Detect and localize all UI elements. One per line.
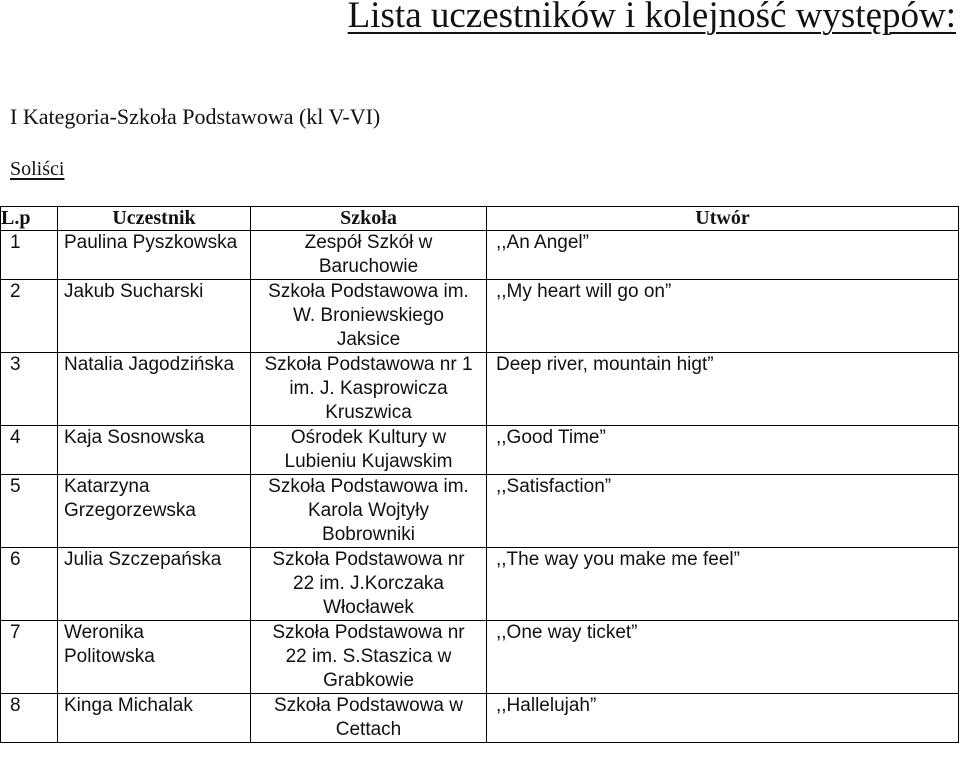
table-row [1, 694, 959, 743]
table-row [1, 353, 959, 426]
school-name-line: Szkoła Podstawowa nr [272, 549, 465, 570]
school-name-line: Szkoła Podstawowa nr [272, 622, 465, 643]
table-row [1, 231, 959, 280]
school-name-line: Szkoła Podstawowa im. [268, 281, 469, 302]
page-title: Lista uczestników i kolejność występów: [347, 0, 956, 36]
table-row [1, 280, 959, 353]
row-number: 7 [1, 621, 58, 694]
school-name-line: Zespół Szkół w [304, 232, 433, 253]
row-number: 3 [1, 353, 58, 426]
row-number: 6 [1, 548, 58, 621]
participant-name [58, 231, 251, 280]
piece-title: ,,Hallelujah” [487, 694, 959, 743]
school-name [251, 621, 487, 694]
table-body [1, 231, 959, 743]
school-name [251, 475, 487, 548]
piece-title: Deep river, mountain higt” [487, 353, 959, 426]
school-name-line: Grabkowie [323, 670, 414, 691]
participant-name-line: Weronika [64, 622, 144, 643]
school-name-line: Baruchowie [318, 256, 419, 277]
school-name-line: Cettach [335, 719, 402, 740]
school-name [251, 548, 487, 621]
school-name [251, 353, 487, 426]
school-name-line: Szkoła Podstawowa im. [268, 476, 469, 497]
category-heading: I Kategoria-Szkoła Podstawowa (kl V-VI) [10, 104, 381, 129]
row-number: 4 [1, 426, 58, 475]
piece-title: ,,Good Time” [487, 426, 959, 475]
school-name-line: Ośrodek Kultury w [290, 427, 447, 448]
table-row [1, 475, 959, 548]
school-name-line: Jaksice [336, 329, 401, 350]
header-participant: Uczestnik [58, 207, 251, 231]
participants-table [0, 206, 959, 743]
section-heading: Soliści [10, 158, 65, 180]
table-row [1, 426, 959, 475]
school-name-line: Włocławek [323, 597, 414, 618]
school-name-line: Karola Wojtyły [307, 500, 430, 521]
participant-name-line: Kinga Michalak [64, 695, 193, 716]
participant-name-line: Grzegorzewska [64, 500, 196, 521]
school-name-line: W. Broniewskiego [292, 305, 444, 326]
school-name [251, 231, 487, 280]
participant-name [58, 353, 251, 426]
participant-name [58, 426, 251, 475]
header-lp: L.p [1, 207, 58, 231]
school-name-line: 22 im. J.Korczaka [293, 573, 444, 594]
participant-name-line: Jakub Sucharski [64, 281, 204, 302]
row-number: 1 [1, 231, 58, 280]
piece-title: ,,An Angel” [487, 231, 959, 280]
table-header-row [1, 207, 959, 231]
participant-name [58, 475, 251, 548]
participant-name [58, 280, 251, 353]
school-name-line: im. J. Kasprowicza [289, 378, 448, 399]
row-number: 2 [1, 280, 58, 353]
participant-name-line: Politowska [64, 646, 155, 667]
participant-name [58, 621, 251, 694]
piece-title: ,,One way ticket” [487, 621, 959, 694]
piece-title: ,,My heart will go on” [487, 280, 959, 353]
header-piece: Utwór [487, 207, 959, 231]
school-name [251, 426, 487, 475]
participant-name-line: Kaja Sosnowska [64, 427, 205, 448]
school-name-line: Szkoła Podstawowa nr 1 [264, 354, 473, 375]
school-name-line: Szkoła Podstawowa w [273, 695, 464, 716]
participant-name [58, 694, 251, 743]
row-number: 5 [1, 475, 58, 548]
piece-title: ,,Satisfaction” [487, 475, 959, 548]
table-row [1, 548, 959, 621]
school-name-line: Lubieniu Kujawskim [284, 451, 453, 472]
school-name [251, 694, 487, 743]
participant-name-line: Julia Szczepańska [64, 549, 222, 570]
participant-name [58, 548, 251, 621]
piece-title: ,,The way you make me feel” [487, 548, 959, 621]
participant-name-line: Katarzyna [64, 476, 150, 497]
participant-name-line: Paulina Pyszkowska [64, 232, 238, 253]
row-number: 8 [1, 694, 58, 743]
participant-name-line: Natalia Jagodzińska [64, 354, 235, 375]
header-school: Szkoła [251, 207, 487, 231]
school-name [251, 280, 487, 353]
school-name-line: 22 im. S.Staszica w [285, 646, 452, 667]
school-name-line: Kruszwica [325, 402, 412, 423]
table-row [1, 621, 959, 694]
school-name-line: Bobrowniki [322, 524, 415, 545]
